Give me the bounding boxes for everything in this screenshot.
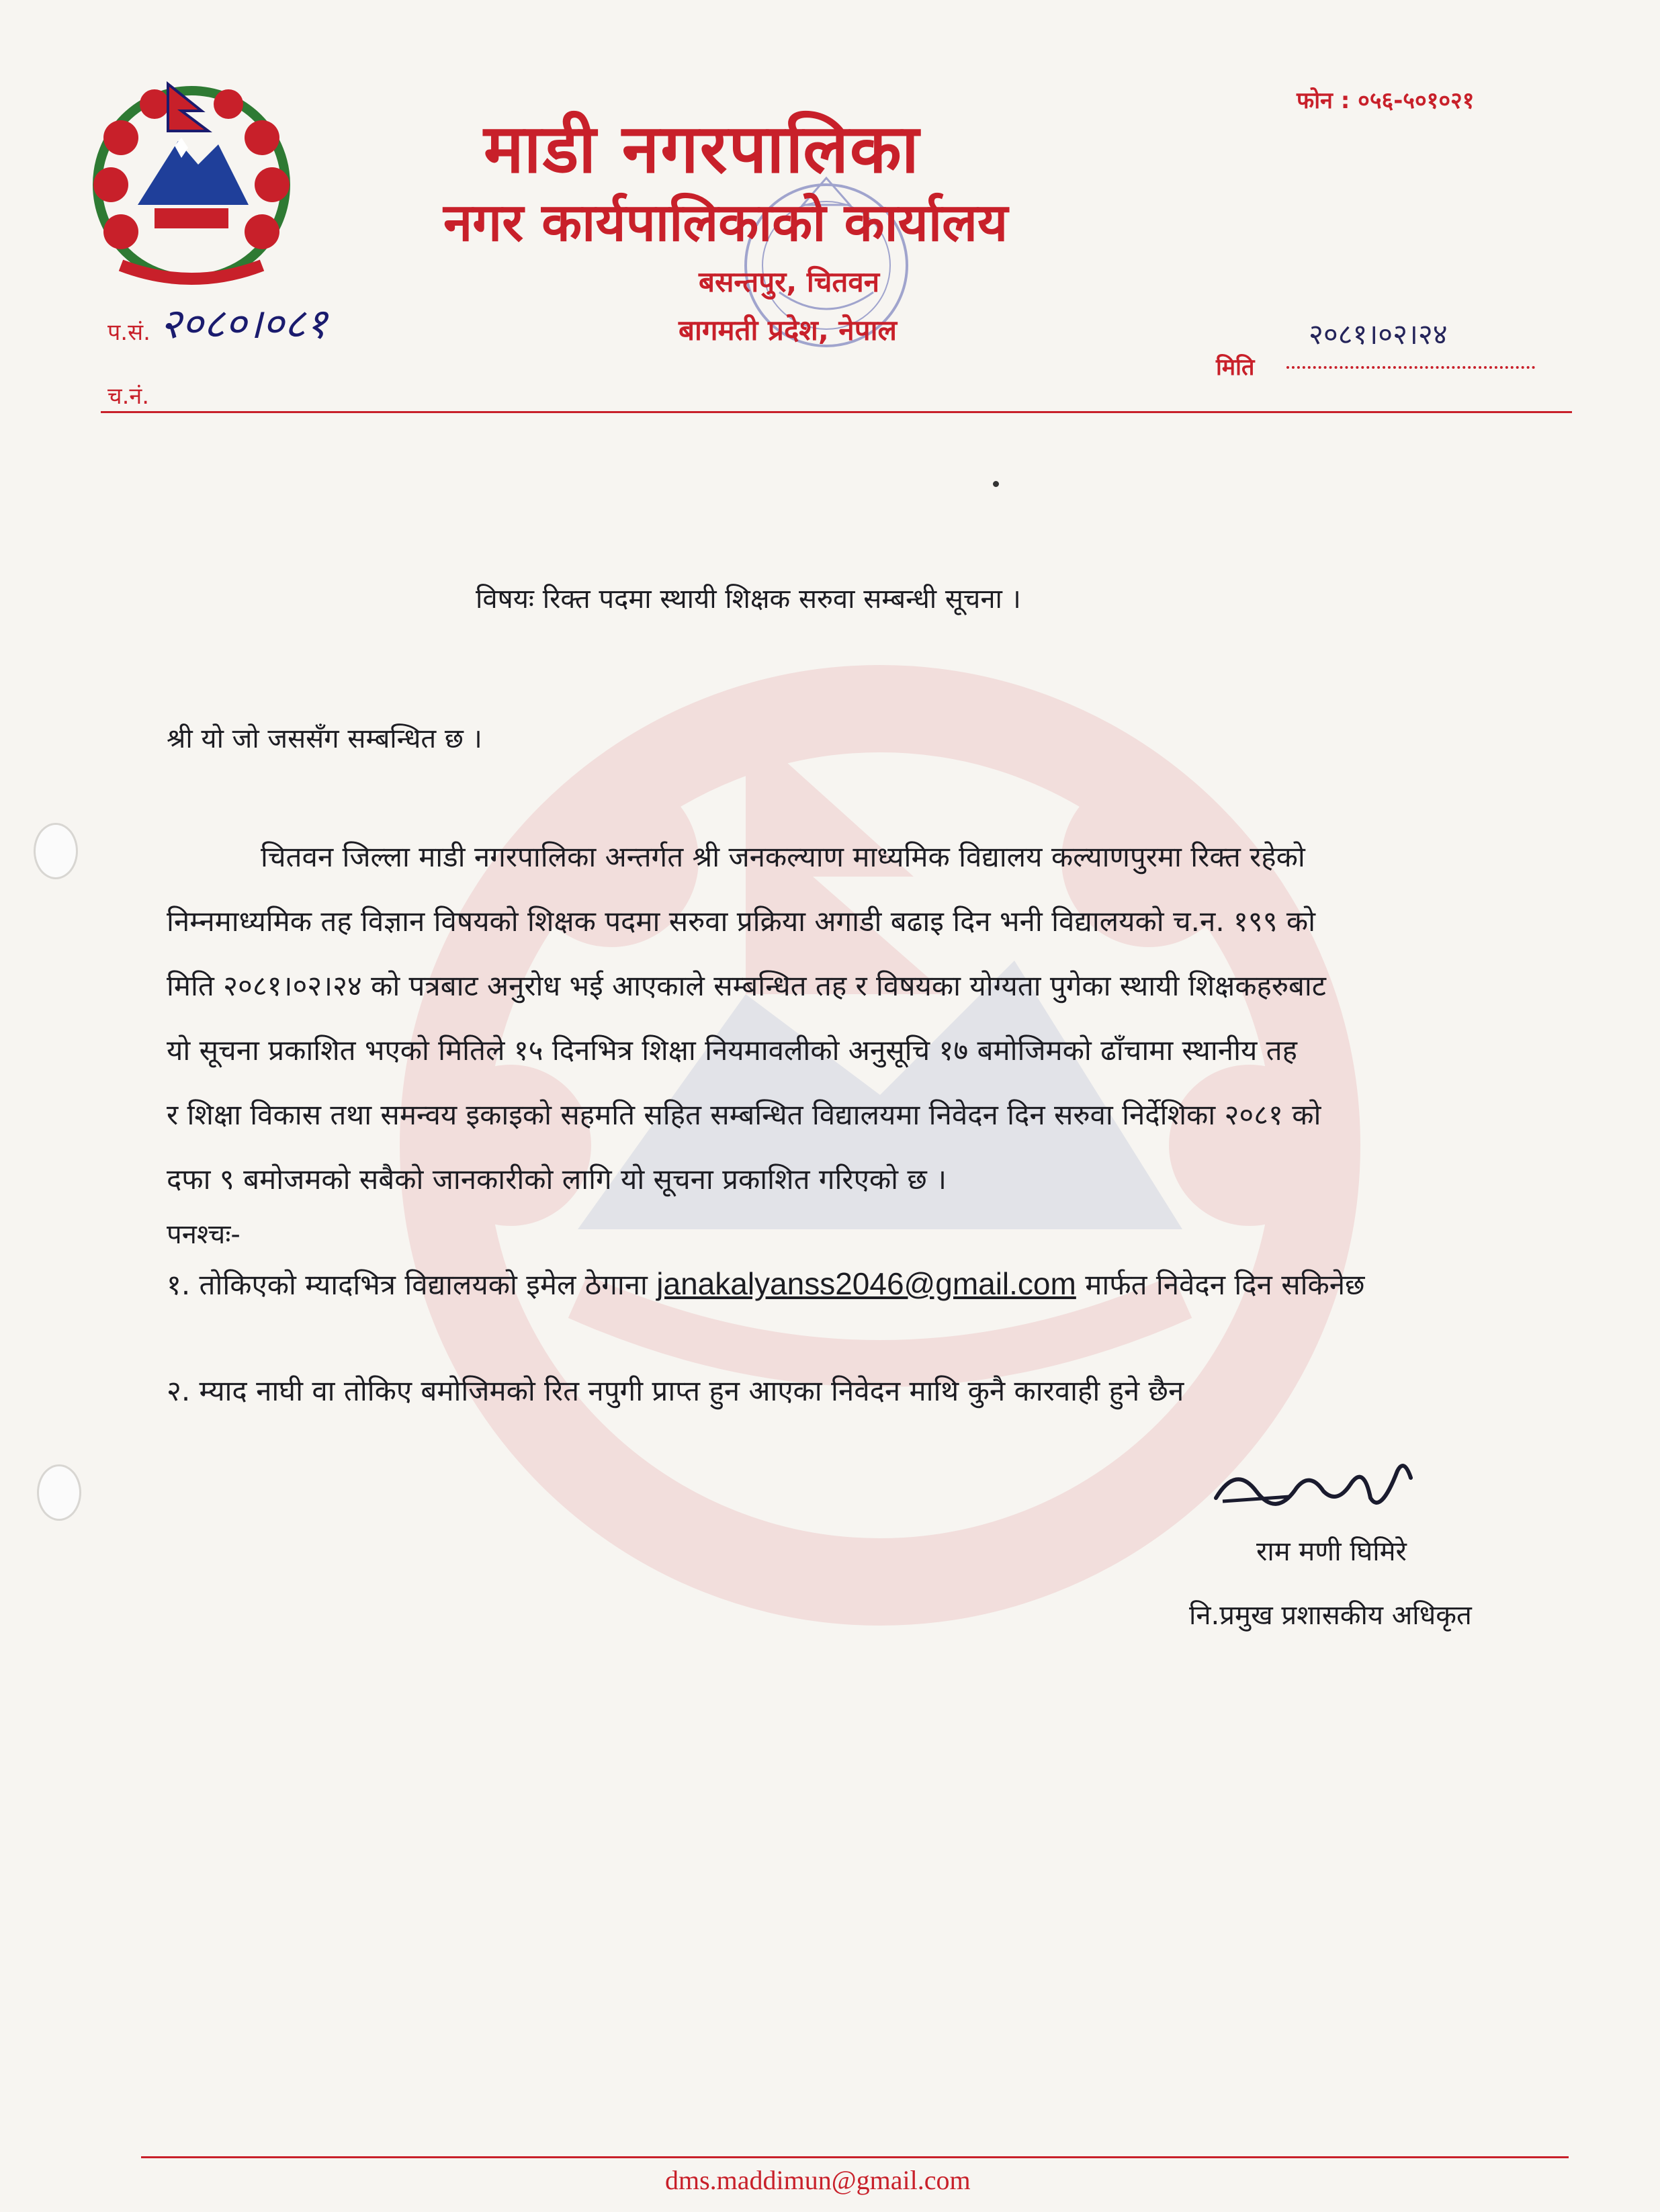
reference-number: २०८०।०८१ <box>160 299 328 348</box>
signatory-title: नि.प्रमुख प्रशासकीय अधिकृत <box>1189 1600 1472 1631</box>
date-value: २०८१।०२।२४ <box>1309 318 1448 351</box>
body-line: निम्नमाध्यमिक तह विज्ञान विषयको शिक्षक पदमा सरुवा प्रक्रिया अगाडी बढाइ दिन भनी विद्यालयको च.न. १९९ को <box>167 905 1316 938</box>
ink-dot <box>993 481 999 487</box>
office-subtitle: नगर कार्यपालिकाको कार्यालय <box>443 193 1008 253</box>
salutation: श्री यो जो जससँग सम्बन्धित छ । <box>167 723 482 754</box>
signature-icon <box>1209 1451 1424 1525</box>
signatory-name: राम मणी घिमिरे <box>1256 1536 1407 1567</box>
header-divider <box>101 411 1572 413</box>
body-line: र शिक्षा विकास तथा समन्वय इकाइको सहमति सहित सम्बन्धित विद्यालयमा निवेदन दिन सरुवा निर्देशिका २०८१ को <box>167 1098 1321 1131</box>
body-line: यो सूचना प्रकाशित भएको मितिले १५ दिनभित्र शिक्षा नियमावलीको अनुसूचि १७ बमोजिमको ढाँचामा स्थानीय तह <box>167 1034 1297 1067</box>
date-label: मिति <box>1216 354 1255 381</box>
punch-hole <box>37 1464 81 1521</box>
chalani-label: च.नं. <box>107 383 150 410</box>
reference-label: प.सं. <box>107 319 150 346</box>
school-email-link[interactable]: janakalyanss2046@gmail.com <box>656 1266 1076 1301</box>
address-line-1: बसन्तपुर, चितवन <box>699 265 880 298</box>
footer-email-link[interactable]: dms.maddimun@gmail.com <box>665 2165 971 2195</box>
address-line-2: बागमती प्रदेश, नेपाल <box>679 314 897 347</box>
punch-hole <box>34 823 78 879</box>
body-line: दफा ९ बमोजमको सबैको जानकारीको लागि यो सूचना प्रकाशित गरिएको छ । <box>167 1163 947 1196</box>
date-dotted-line <box>1286 366 1535 369</box>
phone-number: फोन : ०५६-५०१०२१ <box>1297 87 1475 114</box>
municipality-title: माडी नगरपालिका <box>484 109 920 188</box>
item1-prefix: १. तोकिएको म्यादभित्र विद्यालयको इमेल ठेगाना <box>167 1268 648 1301</box>
body-line: चितवन जिल्ला माडी नगरपालिका अन्तर्गत श्री जनकल्याण माध्यमिक विद्यालय कल्याणपुरमा रिक्त रहेको <box>261 840 1305 873</box>
nepal-emblem-icon <box>81 71 302 306</box>
postscript-item-1 <box>167 1259 1483 1309</box>
body-line: मिति २०८१।०२।२४ को पत्रबाट अनुरोध भई आएकाले सम्बन्धित तह र विषयका योग्यता पुगेका स्थायी शिक्षकहरुबाट <box>167 969 1326 1002</box>
footer-divider <box>141 2156 1569 2158</box>
letter-subject: विषयः रिक्त पदमा स्थायी शिक्षक सरुवा सम्बन्धी सूचना । <box>476 584 1021 615</box>
item1-suffix: मार्फत निवेदन दिन सकिनेछ <box>1085 1268 1365 1301</box>
body-paragraph <box>167 825 1483 1212</box>
postscript-item-2: २. म्याद नाघी वा तोकिए बमोजिमको रित नपुगी प्राप्त हुन आएका निवेदन माथि कुनै कारवाही हुने छैन <box>167 1374 1184 1407</box>
postscript-label: पनश्चः- <box>167 1219 241 1250</box>
